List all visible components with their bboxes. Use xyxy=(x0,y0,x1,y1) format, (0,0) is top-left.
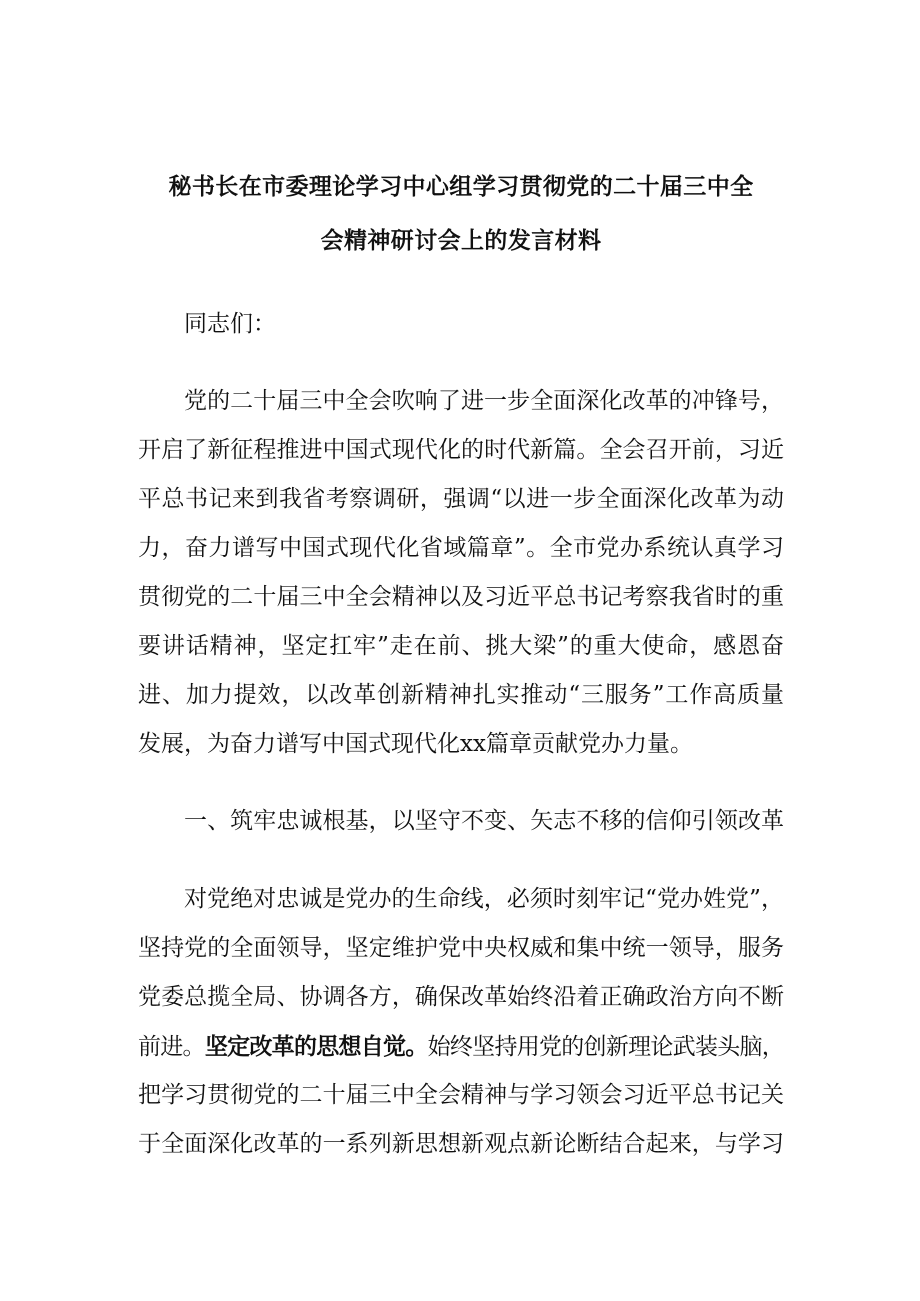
paragraph-1-line-6: 要讲话精神，坚定扛牢”走在前、挑大梁”的重大使命，感恩奋 xyxy=(138,633,784,659)
paragraph-1-line-1: 党的二十届三中全会吹响了进一步全面深化改革的冲锋号， xyxy=(184,388,784,414)
paragraph-1-line-8: 发展，为奋力谱写中国式现代化xx篇章贡献党办力量。 xyxy=(138,731,693,757)
paragraph-2-line-3: 党委总揽全局、协调各方，确保改革始终沿着正确政治方向不断 xyxy=(138,984,784,1010)
section-heading-1: 一、筑牢忠诚根基，以坚守不变、矢志不移的信仰引领改革 xyxy=(184,808,784,834)
paragraph-1-line-5: 贯彻党的二十届三中全会精神以及习近平总书记考察我省时的重 xyxy=(138,584,784,610)
paragraph-1-line-3: 平总书记来到我省考察调研，强调“以进一步全面深化改革为动 xyxy=(138,486,784,512)
paragraph-2-line-4 xyxy=(138,1035,784,1059)
document-title-line-1: 秘书长在市委理论学习中心组学习贯彻党的二十届三中全 xyxy=(168,173,754,200)
paragraph-1-line-4: 力，奋力谱写中国式现代化省域篇章”。全市党办系统认真学习 xyxy=(138,535,784,561)
paragraph-2-line-4-lead: 前进。 xyxy=(138,1034,205,1060)
paragraph-2-line-2: 坚持党的全面领导，坚定维护党中央权威和集中统一领导，服务 xyxy=(138,935,784,961)
document-title-line-2: 会精神研讨会上的发言材料 xyxy=(320,227,602,254)
paragraph-2-line-6: 于全面深化改革的一系列新思想新观点新论断结合起来，与学习 xyxy=(138,1131,784,1157)
salutation: 同志们： xyxy=(184,311,276,337)
paragraph-2-line-5: 把学习贯彻党的二十届三中全会精神与学习领会习近平总书记关 xyxy=(138,1082,784,1108)
paragraph-1-line-7: 进、加力提效，以改革创新精神扎实推动“三服务”工作高质量 xyxy=(138,682,784,708)
bold-subheading: 坚定改革的思想自觉。 xyxy=(204,1033,428,1060)
paragraph-1-line-2: 开启了新征程推进中国式现代化的时代新篇。全会召开前，习近 xyxy=(138,437,784,463)
paragraph-2-line-1: 对党绝对忠诚是党办的生命线，必须时刻牢记“党办姓党”， xyxy=(184,886,784,912)
paragraph-2-line-4-rest: 始终坚持用党的创新理论武装头脑， xyxy=(427,1034,785,1060)
